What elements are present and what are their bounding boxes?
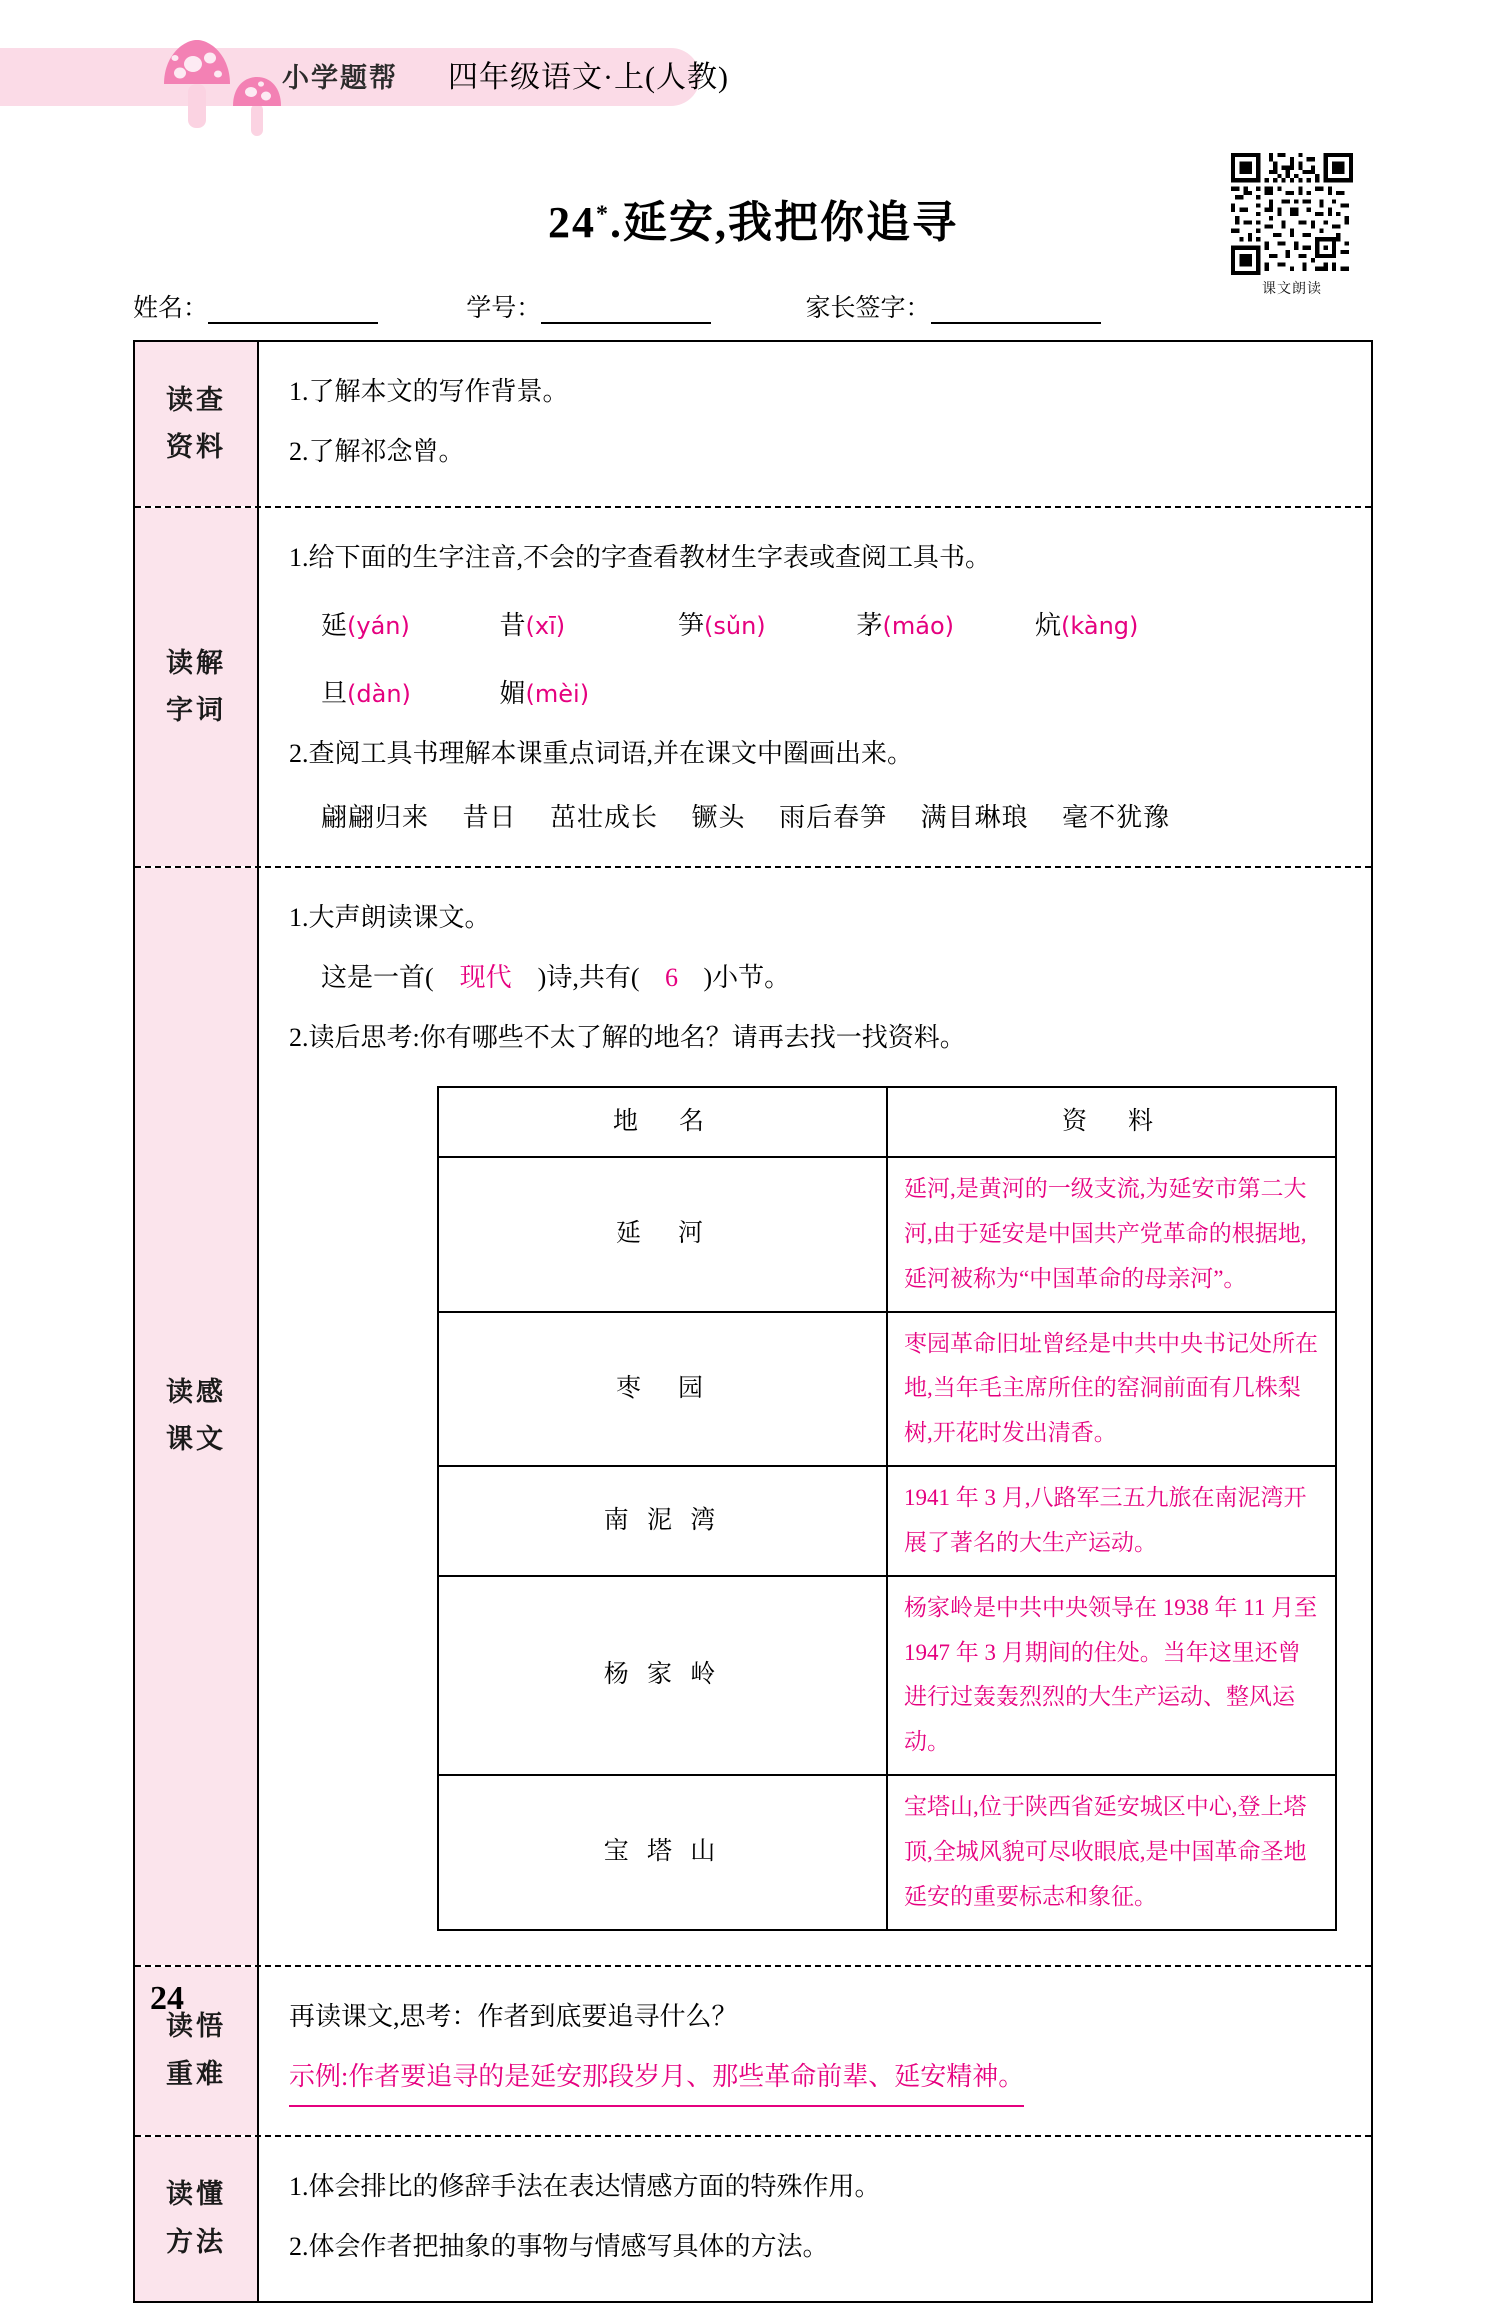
column-header-place: 地 名 (438, 1087, 887, 1157)
name-blank-line[interactable] (208, 298, 378, 324)
pinyin-char: 炕 (1035, 611, 1062, 640)
sample-answer[interactable]: 示例:作者要追寻的是延安那段岁月、那些革命前辈、延安精神。 (289, 2051, 1024, 2107)
task-item: 1.大声朗读课文。 (289, 903, 491, 932)
pinyin-char: 旦 (321, 679, 348, 708)
section-label-read-method (135, 2137, 259, 2301)
parent-signature-blank-line[interactable] (931, 298, 1101, 324)
place-info-cell[interactable]: 枣园革命旧址曾经是中共中央书记处所在地,当年毛主席所住的窑洞前面有几株梨树,开花时发出清香。 (887, 1312, 1336, 1467)
page-title (0, 186, 1506, 250)
section-row-read-insight (135, 1967, 1371, 2137)
section-row-read-comprehension (135, 868, 1371, 1967)
task-item: 1.给下面的生字注音,不会的字查看教材生字表或查阅工具书。 (289, 543, 992, 572)
task-item: 1.体会排比的修辞手法在表达情感方面的特殊作用。 (289, 2171, 881, 2201)
student-id-field[interactable] (466, 288, 711, 324)
pinyin-value: (yán) (347, 612, 410, 640)
name-label: 姓名： (133, 295, 209, 322)
section-body-read-insight (259, 1967, 1371, 2135)
vocabulary-word: 翩翩归来 (321, 803, 430, 832)
name-field[interactable] (133, 288, 378, 324)
place-name-cell: 宝 塔 山 (438, 1775, 887, 1930)
task-item: 2.读后思考:你有哪些不太了解的地名？请再去找一找资料。 (289, 1023, 966, 1052)
section-body-read-method (259, 2137, 1371, 2301)
pinyin-value: (xī) (525, 612, 566, 640)
section-label-line2: 重难 (166, 2058, 226, 2089)
pinyin-char: 昔 (499, 611, 526, 640)
fill-suffix: )小节。 (703, 963, 791, 992)
table-row (438, 1576, 1336, 1775)
place-info-cell[interactable]: 1941 年 3 月,八路军三五九旅在南泥湾开展了著名的大生产运动。 (887, 1466, 1336, 1576)
pinyin-value: (kàng) (1061, 612, 1139, 640)
section-label-line2: 方法 (166, 2226, 226, 2257)
fill-answer-genre[interactable]: 现代 (459, 963, 512, 992)
place-info-cell[interactable]: 杨家岭是中共中央领导在 1938 年 11 月至 1947 年 3 月期间的住处。当年这里还曾进行过轰轰烈烈的大生产运动、整风运动。 (887, 1576, 1336, 1775)
place-name-table (437, 1086, 1337, 1931)
section-label-line2: 资料 (166, 432, 226, 462)
fill-mid: )诗,共有( (537, 963, 640, 992)
section-label-read-comprehension (135, 868, 259, 1965)
task-item: 2.体会作者把抽象的事物与情感写具体的方法。 (289, 2231, 829, 2261)
task-item: 再读课文,思考：作者到底要追寻什么？ (289, 2001, 738, 2031)
pinyin-entry (500, 668, 672, 720)
section-row-read-method (135, 2137, 1371, 2301)
pinyin-value: (dàn) (347, 680, 411, 708)
vocabulary-word: 茁壮成长 (550, 803, 659, 832)
title-number: 24 (548, 198, 596, 247)
column-header-info: 资 料 (887, 1087, 1336, 1157)
student-info-row (133, 288, 1373, 324)
pinyin-char: 延 (321, 611, 348, 640)
task-item: 2.查阅工具书理解本课重点词语,并在课文中圈画出来。 (289, 739, 914, 768)
pinyin-char: 媚 (499, 679, 526, 708)
pinyin-entry (500, 600, 672, 652)
fill-in-blank-sentence (321, 952, 1353, 1004)
section-label-line1: 读感 (166, 1377, 226, 1408)
place-info-cell[interactable]: 宝塔山,位于陕西省延安城区中心,登上塔顶,全城风貌可尽收眼底,是中国革命圣地延安的重要标志和象征。 (887, 1775, 1336, 1930)
section-label-line1: 读查 (166, 384, 226, 415)
vocabulary-word-list (321, 792, 1353, 844)
vocabulary-word: 雨后春笋 (779, 803, 888, 832)
section-label-line1: 读懂 (166, 2179, 226, 2210)
task-item: 2.了解祁念曾。 (289, 437, 465, 466)
place-name-cell: 南 泥 湾 (438, 1466, 887, 1576)
pinyin-row-1 (321, 600, 1353, 652)
pinyin-row-2 (321, 668, 1353, 720)
parent-signature-field[interactable] (806, 288, 1101, 324)
mushroom-small-icon (232, 74, 282, 136)
fill-prefix: 这是一首( (321, 963, 434, 992)
student-id-label: 学号： (466, 295, 542, 322)
mushroom-large-icon (163, 36, 231, 128)
section-body-read-comprehension (259, 868, 1371, 1965)
section-label-read-vocabulary (135, 508, 259, 866)
pinyin-entry (857, 600, 1029, 652)
pinyin-entry (1035, 600, 1207, 652)
section-row-read-vocabulary (135, 508, 1371, 868)
place-name-cell: 杨 家 岭 (438, 1576, 887, 1775)
section-body-read-vocabulary (259, 508, 1371, 866)
subject-line: 四年级语文·上(人教) (448, 61, 729, 94)
qr-label: 课文朗读 (1262, 282, 1322, 297)
vocabulary-word: 昔日 (462, 803, 517, 832)
table-header-row (438, 1087, 1336, 1157)
pinyin-entry (321, 600, 493, 652)
section-label-line2: 字词 (166, 695, 226, 725)
pinyin-char: 笋 (678, 611, 705, 640)
section-label-line2: 课文 (166, 1424, 226, 1455)
pinyin-value: (mèi) (525, 680, 590, 708)
table-row (438, 1312, 1336, 1467)
section-body-read-research (259, 342, 1371, 506)
task-item: 1.了解本文的写作背景。 (289, 377, 569, 406)
table-row (438, 1466, 1336, 1576)
table-row (438, 1157, 1336, 1312)
section-label-read-research (135, 342, 259, 506)
pinyin-entry (321, 668, 493, 720)
section-label-line1: 读解 (166, 647, 226, 678)
place-info-cell[interactable]: 延河,是黄河的一级支流,为延安市第二大河,由于延安是中国共产党革命的根据地,延河被称为“中国革命的母亲河”。 (887, 1157, 1336, 1312)
worksheet-table (133, 340, 1373, 2303)
place-name-cell: 延 河 (438, 1157, 887, 1312)
title-text: 延安,我把你追寻 (623, 198, 958, 247)
vocabulary-word: 镢头 (691, 803, 746, 832)
title-star: * (596, 201, 610, 228)
vocabulary-word: 毫不犹豫 (1062, 803, 1171, 832)
place-name-cell: 枣 园 (438, 1312, 887, 1467)
answer-line (289, 2051, 1353, 2107)
brand-label: 小学题帮 (282, 63, 398, 93)
vocabulary-word: 满目琳琅 (920, 803, 1029, 832)
fill-answer-stanzas[interactable]: 6 (665, 963, 678, 992)
pinyin-char: 茅 (856, 611, 883, 640)
title-dot: . (610, 198, 623, 247)
page-number: 24 (150, 1980, 184, 2017)
pinyin-value: (máo) (882, 612, 955, 640)
section-label-line1: 读悟 (166, 2011, 226, 2042)
section-row-read-research (135, 342, 1371, 508)
table-row (438, 1775, 1336, 1930)
parent-signature-label: 家长签字： (805, 295, 931, 322)
pinyin-entry (678, 600, 850, 652)
pinyin-value: (sǔn) (704, 612, 766, 640)
student-id-blank-line[interactable] (541, 298, 711, 324)
